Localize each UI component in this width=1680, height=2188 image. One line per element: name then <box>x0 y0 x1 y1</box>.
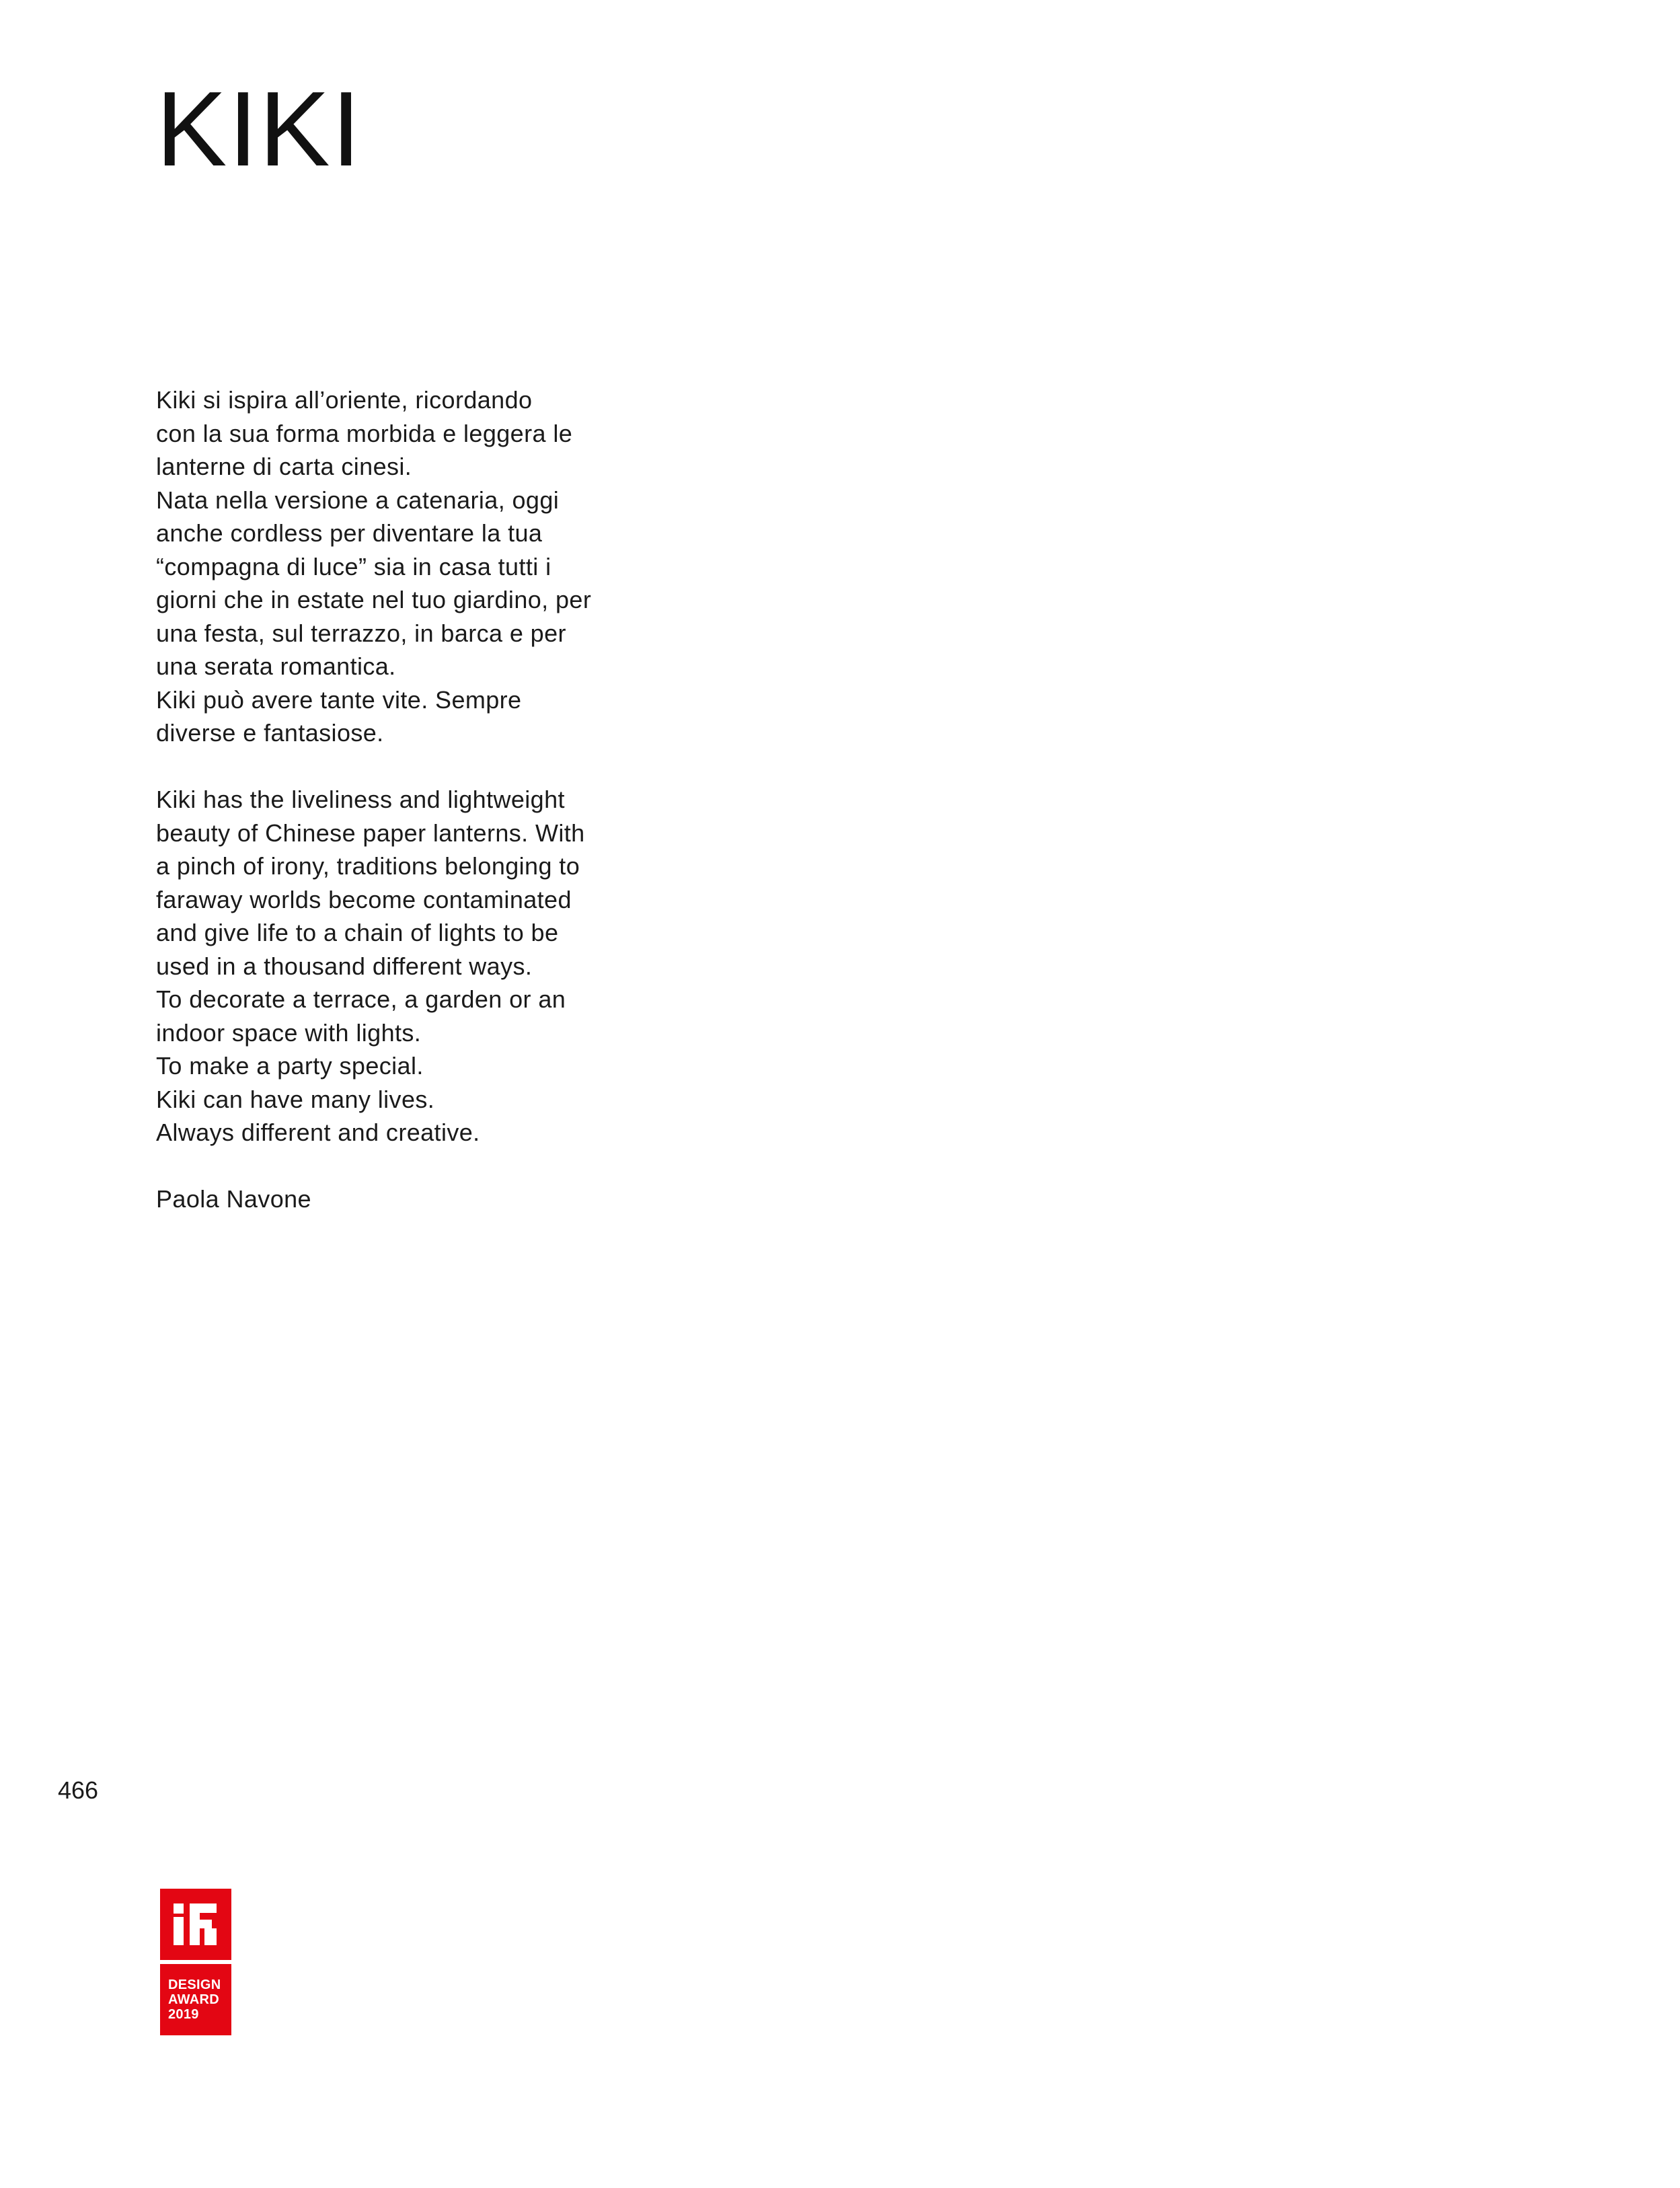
award-line-year: 2019 <box>168 2007 199 2022</box>
text-line: a pinch of irony, traditions belonging to <box>156 852 580 880</box>
text-line: beauty of Chinese paper lanterns. With <box>156 819 585 847</box>
if-logo-icon <box>160 1889 231 1960</box>
text-line: “compagna di luce” sia in casa tutti i <box>156 552 551 580</box>
award-label <box>160 1964 231 2035</box>
text-line: una festa, sul terrazzo, in barca e per <box>156 619 566 647</box>
text-line: To decorate a terrace, a garden or an <box>156 985 566 1013</box>
italian-paragraph <box>156 383 681 750</box>
text-line: indoor space with lights. <box>156 1018 422 1047</box>
text-line: anche cordless per diventare la tua <box>156 519 543 547</box>
text-line: una serata romantica. <box>156 652 396 680</box>
award-line-design: DESIGN <box>168 1977 221 1992</box>
description-text <box>156 383 681 1216</box>
text-line: con la sua forma morbida e leggera le <box>156 419 573 447</box>
page-number: 466 <box>58 1776 99 1804</box>
if-logo-mark <box>160 1889 231 1960</box>
text-line: Kiki può avere tante vite. Sempre <box>156 685 522 714</box>
text-line: faraway worlds become contaminated <box>156 885 572 913</box>
text-line: To make a party special. <box>156 1052 424 1080</box>
english-paragraph <box>156 783 681 1149</box>
author-name: Paola Navone <box>156 1185 311 1213</box>
page-title: KIKI <box>156 70 362 188</box>
text-line: Nata nella versione a catenaria, oggi <box>156 486 560 514</box>
if-design-award-badge <box>160 1889 231 2035</box>
text-line: Kiki si ispira all’oriente, ricordando <box>156 386 533 414</box>
text-line: used in a thousand different ways. <box>156 952 533 980</box>
text-line: giorni che in estate nel tuo giardino, per <box>156 586 592 613</box>
text-line: Always different and creative. <box>156 1119 480 1146</box>
text-line: Kiki can have many lives. <box>156 1085 435 1113</box>
text-line: lanterne di carta cinesi. <box>156 453 412 480</box>
text-line: diverse e fantasiose. <box>156 719 384 747</box>
text-line: Kiki has the liveliness and lightweight <box>156 786 565 813</box>
award-line-award: AWARD <box>168 1992 219 2007</box>
text-line: and give life to a chain of lights to be <box>156 919 559 946</box>
